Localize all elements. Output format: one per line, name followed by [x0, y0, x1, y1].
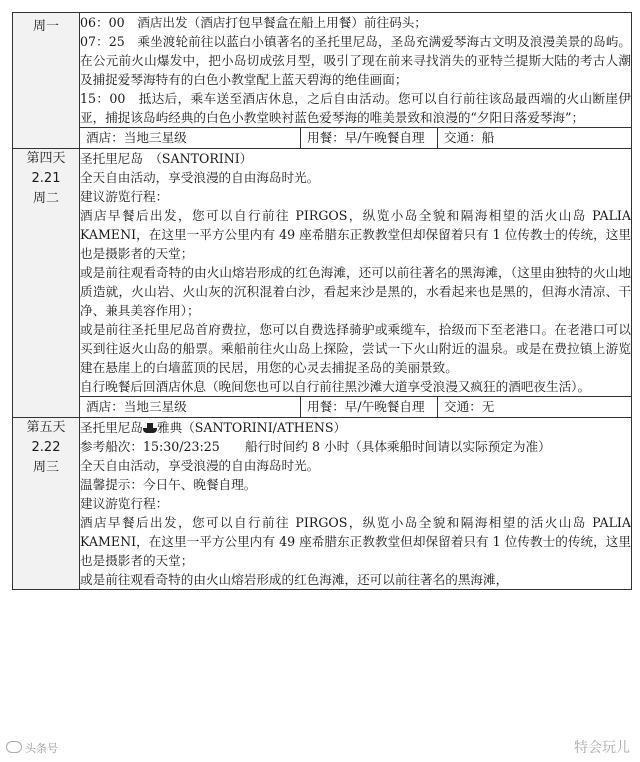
- date: 2.21: [31, 171, 61, 186]
- weekday: 周二: [32, 191, 59, 206]
- day-row-monday: [13, 13, 632, 128]
- watermark-left-text: 头条号: [25, 742, 58, 755]
- schedule-line: 酒店早餐后出发，您可以自行前往 PIRGOS，纵览小岛全貌和隔海相望的活火山岛 PALIA KAMENI，在这里一平方公里内有 49 座希腊东正教教堂但却保留着只有 1 位传教士的传统，这里也是摄影者的天堂；: [80, 515, 631, 568]
- schedule-line: 或是前往观看奇特的由火山熔岩形成的红色海滩，还可以前往著名的黑海滩，: [80, 572, 509, 587]
- destination-title: 圣托里尼岛 （SANTORINI）: [80, 151, 253, 166]
- day-label: 第四天: [26, 151, 66, 166]
- day-content: [80, 418, 632, 590]
- destination-title: [80, 418, 631, 437]
- day-content: [80, 13, 632, 128]
- schedule-line: 06：00 酒店出发（酒店打包早餐盒在船上用餐）前往码头；: [80, 15, 427, 30]
- info-cell: [80, 128, 632, 149]
- schedule-line: 自行晚餐后回酒店休息（晚间您也可以自行前往黑沙滩大道享受浪漫又疯狂的酒吧夜生活）。: [80, 379, 591, 394]
- watermark-right-text: 特会玩儿: [574, 740, 630, 756]
- schedule-line: 07：25 乘坐渡轮前往以蓝白小镇著名的圣托里尼岛，圣岛充满爱琴海古文明及浪漫美景的岛屿。在公元前火山爆发中，把小岛切成弦月型，吸引了现在前来寻找消失的亚特兰提斯大陆的考古人潮及捕捉爱琴海特有的白色小教堂配上蓝天碧海的绝佳画面；: [80, 34, 631, 87]
- day-content: [80, 149, 632, 397]
- day-label: 第五天: [26, 420, 66, 435]
- itinerary-table: [12, 12, 632, 590]
- info-cell: [80, 397, 632, 418]
- info-row: [13, 397, 632, 418]
- schedule-line: 15：00 抵达后，乘车送至酒店休息，之后自由活动。您可以自行前往该岛最西端的火山断崖伊亚，捕捉该岛屿经典的白色小教堂映衬蓝色爱琴海的唯美景致和浪漫的“夕阳日落爱琴海”；: [80, 91, 631, 125]
- title-origin: 圣托里尼岛: [80, 420, 143, 435]
- transport-info: 交通：船: [444, 130, 495, 145]
- day-cell: [13, 149, 80, 418]
- hotel-info: 酒店：当地三星级: [80, 397, 301, 417]
- watermark-left: [6, 739, 58, 758]
- schedule-line: 建议游览行程：: [80, 189, 169, 204]
- info-row: [13, 128, 632, 149]
- title-destination: 雅典（SANTORINI/ATHENS）: [156, 420, 347, 435]
- transport-info: 交通：无: [444, 399, 495, 414]
- hotel-info: 酒店：当地三星级: [80, 128, 301, 148]
- schedule-line: 酒店早餐后出发，您可以自行前往 PIRGOS，纵览小岛全貌和隔海相望的活火山岛 PALIA KAMENI，在这里一平方公里内有 49 座希腊东正教教堂但却保留着只有 1 位传教士的传统，这里也是摄影者的天堂；: [80, 208, 631, 261]
- date: 2.22: [31, 440, 61, 455]
- weekday: 周一: [32, 19, 59, 34]
- schedule-line: 全天自由活动，享受浪漫的自由海岛时光。: [80, 170, 320, 185]
- meal-info: 用餐：早/午晚餐自理: [301, 397, 438, 417]
- day-row-wednesday: [13, 418, 632, 590]
- toutiao-icon: [6, 741, 22, 753]
- schedule-line: 参考船次：15:30/23:25 船行时间约 8 小时（具体乘船时间请以实际预定为准）: [80, 439, 551, 454]
- watermark-right: [572, 739, 632, 758]
- ship-icon: [143, 421, 157, 433]
- meal-info: 用餐：早/午晚餐自理: [301, 128, 438, 148]
- day-cell: [13, 13, 80, 149]
- schedule-line: 全天自由活动，享受浪漫的自由海岛时光。: [80, 458, 320, 473]
- schedule-line: 或是前往观看奇特的由火山熔岩形成的红色海滩，还可以前往著名的黑海滩，（这里由独特的火山地质造就，火山岩、火山灰的沉积混着白沙，看起来沙是黑的，水看起来也是黑的，但海水清凉、干净、兼具美容作用）；: [80, 265, 631, 318]
- schedule-line: 温馨提示：今日午、晚餐自理。: [80, 477, 257, 492]
- schedule-line: 建议游览行程：: [80, 496, 169, 511]
- schedule-line: 或是前往圣托里尼岛首府费拉，您可以自费选择骑驴或乘缆车，拾级而下至老港口。在老港口可以买到往返火山岛的船票。乘船前往火山岛上探险，尝试一下火山附近的温泉。或是在费拉镇上游览建在悬崖上的白墙蓝顶的民居，用您的心灵去捕捉圣岛的美丽景致。: [80, 322, 631, 375]
- day-row-tuesday: [13, 149, 632, 397]
- weekday: 周三: [32, 460, 59, 475]
- day-cell: [13, 418, 80, 590]
